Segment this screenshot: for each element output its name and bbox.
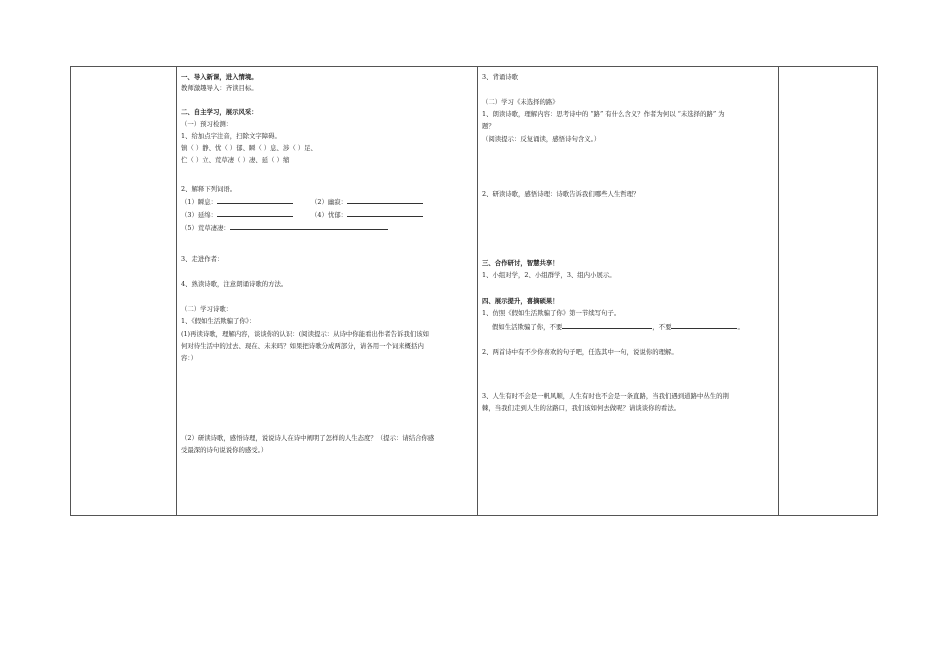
task1-text: 1、仿照《假如生活欺骗了你》第一节续写句子。 <box>482 309 621 317</box>
task1-fill-c: 。 <box>737 323 744 331</box>
answer-blank[interactable] <box>562 322 652 329</box>
item2-text: 2、解释下列词语。 <box>181 185 237 193</box>
section2-title: 二、自主学习，展示风采： <box>181 108 258 116</box>
word-4 <box>311 210 423 219</box>
chars-row2: 伫（ ）立、荒草凄（ ）凄、延（ ）缩 <box>181 156 290 164</box>
task1-fill-b: ，不要 <box>652 323 672 331</box>
study-title: （二）学习诗歌： <box>181 305 233 313</box>
word-2-label: （2）幽寂： <box>311 198 348 206</box>
question1-line3: 容：） <box>181 354 197 362</box>
word-1-label: （1）瞬息： <box>181 198 218 206</box>
answer-blank[interactable] <box>671 322 737 329</box>
section4-title: 四、展示提升，喜摘硕果！ <box>482 297 559 305</box>
preview-title: （一）预习检测： <box>181 120 233 128</box>
word-5 <box>181 223 388 232</box>
section3-text: 1、小组对学，2、小组群学，3、组内小展示。 <box>482 271 616 279</box>
item3-text: 3、走进作者： <box>181 255 224 263</box>
word-2 <box>311 197 423 206</box>
answer-blank[interactable] <box>347 197 423 204</box>
word-3-label: （3）延绵： <box>181 211 218 219</box>
section1-title: 一、导入新课，进入情境。 <box>181 73 258 81</box>
item1-text: 1、给加点字注音，扫除文字障碍。 <box>181 132 281 140</box>
answer-blank[interactable] <box>217 197 293 204</box>
left-content-column <box>177 67 477 515</box>
study2-title: （二）学习《未选择的路》 <box>482 98 559 106</box>
section1-intro: 教师激趣导入：齐读目标。 <box>181 84 258 92</box>
question1-line2: 何对待生活中的过去、现在、未来吗？如果把诗歌分成两部分，请各用一个词来概括内 <box>181 342 424 350</box>
right-content-column <box>478 67 778 515</box>
task1-fill-line <box>492 322 744 331</box>
item4-text: 4、熟读诗歌，注意朗诵诗歌的方法。 <box>181 280 288 288</box>
column-divider <box>778 67 779 515</box>
question1-line1: (1)再读诗歌，理解内容，谈谈你的认识：(阅读提示：从诗中你能看出作者告诉我们该如 <box>181 330 429 338</box>
chars-row1: 镇（ ）静、忧（ ）郁、瞬（ ）息、涉（ ）足、 <box>181 144 317 152</box>
answer-blank[interactable] <box>230 223 388 230</box>
road-hint: （阅读提示：反复诵读，感悟诗句含义。） <box>482 135 601 143</box>
question2-line2: 受最深的诗句说说你的感受。） <box>181 446 268 454</box>
answer-blank[interactable] <box>217 210 293 217</box>
task2-text: 2、两首诗中有不少你喜欢的句子吧，任选其中一句，说说你的理解。 <box>482 348 678 356</box>
word-4-label: （4）忧郁： <box>311 211 348 219</box>
section3-title: 三、合作研讨，智慧共享！ <box>482 259 559 267</box>
worksheet-table <box>70 66 878 516</box>
word-5-label: （5）荒草凄凄： <box>181 224 230 232</box>
road-question-line1: 1、朗读诗歌，理解内容：思考诗中的 “路” 有什么含义？作者为何以 “未选择的路” 为 <box>482 110 725 118</box>
poem1-title: 1、《假如生活欺骗了你》： <box>181 317 256 325</box>
word-1 <box>181 197 293 206</box>
word-3 <box>181 210 293 219</box>
task3-line2: 棘，当我们走到人生的岔路口，我们该如何去做呢？请谈谈你的看法。 <box>482 404 681 412</box>
answer-blank[interactable] <box>347 210 423 217</box>
task3-line1: 3、人生有时不会是一帆风顺，人生有时也不会是一条直路，当我们遇到道路中丛生的荆 <box>482 392 729 400</box>
recite-text: 3、背诵诗歌 <box>482 73 519 81</box>
road-question-line2: 题？ <box>482 122 495 130</box>
task1-fill-a: 假如生活欺骗了你，不要 <box>492 323 563 331</box>
question2-line1: （2）研读诗歌，感悟诗理，说说诗人在诗中阐明了怎样的人生态度？（提示：请结合你感 <box>181 434 435 442</box>
road-question2: 2、研读诗歌，感悟诗理：诗歌告诉我们哪些人生哲理？ <box>482 190 640 198</box>
